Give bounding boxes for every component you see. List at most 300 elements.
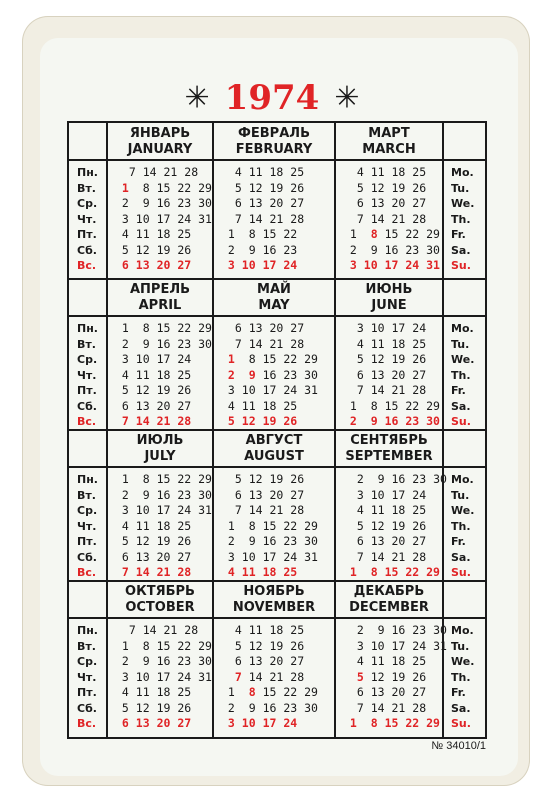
day-row (343, 534, 447, 550)
day-cell: 14 (370, 211, 392, 226)
day-cell (221, 196, 228, 210)
day-cell: 8 (135, 638, 157, 653)
day-cell: 19 (391, 518, 413, 533)
day-cell: 20 (269, 654, 291, 668)
day-cell: 15 (156, 180, 178, 195)
weekday-label-en: Th. (451, 212, 471, 226)
day-cell: 22 (283, 518, 305, 533)
day-cell: 31 (198, 211, 212, 226)
day-cell: 30 (198, 196, 212, 210)
day-cell: 3 (221, 716, 242, 730)
day-row (343, 701, 447, 717)
day-cell: 31 (198, 503, 212, 517)
day-cell: 11 (370, 654, 392, 668)
day-cell: 4 (227, 165, 249, 179)
day-cell (343, 519, 350, 533)
day-cell (343, 534, 350, 548)
day-row (221, 337, 318, 353)
day-cell: 27 (177, 398, 199, 413)
day-cell: 15 (262, 685, 284, 699)
day-row (221, 639, 318, 655)
day-cell: 4 (349, 336, 371, 351)
day-cell (343, 685, 350, 699)
day-cell: 19 (156, 700, 178, 715)
day-row (115, 685, 212, 701)
day-cell: 11 (241, 565, 263, 579)
header-separator-line (69, 617, 485, 619)
day-row (115, 550, 212, 566)
day-cell: 27 (412, 534, 434, 548)
day-cell: 9 (370, 472, 392, 486)
day-cell: 5 (227, 472, 249, 486)
weekday-label-en: We. (451, 197, 475, 210)
day-cell: 26 (290, 180, 305, 195)
day-cell: 18 (391, 165, 413, 179)
day-row (343, 321, 440, 337)
day-cell: 15 (156, 472, 178, 486)
day-cell: 6 (227, 321, 249, 335)
day-cell: 9 (241, 700, 263, 715)
day-cell: 9 (363, 414, 385, 428)
day-cell: 3 (349, 638, 371, 653)
day-row (115, 534, 212, 550)
day-cell (221, 623, 228, 637)
day-cell: 31 (304, 549, 318, 564)
weekday-label-en: Fr. (451, 228, 466, 241)
day-cell: 18 (269, 623, 291, 637)
day-cell: 31 (433, 638, 447, 653)
star-icon: ✳ (334, 80, 360, 116)
weekday-label-en: Sa. (451, 550, 471, 564)
day-cell: 13 (248, 196, 270, 210)
day-cell: 2 (221, 700, 242, 715)
day-cell: 25 (177, 685, 199, 699)
day-cell: 8 (241, 518, 263, 533)
day-cell: 31 (198, 669, 212, 684)
day-cell: 30 (426, 414, 440, 428)
day-cell: 26 (412, 669, 434, 684)
month-name-ru: МАРТ (368, 126, 410, 141)
day-cell: 22 (405, 227, 427, 241)
month-days (221, 321, 318, 430)
day-cell: 21 (156, 565, 178, 579)
month-days (115, 472, 212, 581)
day-cell: 17 (262, 549, 284, 564)
day-cell (115, 623, 122, 637)
month-days (115, 321, 212, 430)
day-row (221, 488, 318, 504)
day-cell: 6 (115, 549, 136, 564)
day-cell: 9 (363, 242, 385, 257)
day-cell: 14 (142, 165, 164, 179)
weekday-label-en: Th. (451, 670, 471, 684)
day-cell: 25 (412, 336, 427, 351)
day-cell: 5 (115, 534, 136, 548)
day-cell: 21 (391, 549, 413, 564)
day-cell: 18 (156, 367, 178, 382)
day-cell: 11 (370, 503, 392, 517)
day-cell: 25 (177, 518, 199, 533)
month-header (335, 126, 443, 158)
day-cell: 11 (370, 165, 392, 179)
header-separator-line (69, 466, 485, 468)
day-cell: 16 (262, 534, 284, 548)
day-cell: 22 (177, 321, 199, 335)
day-cell: 5 (227, 638, 249, 653)
day-cell: 8 (241, 227, 263, 241)
day-cell: 24 (283, 383, 305, 397)
weekday-label-ru: Ср. (77, 197, 98, 210)
day-cell: 21 (391, 383, 413, 397)
day-cell: 25 (283, 565, 305, 579)
weekday-label-en: Mo. (451, 473, 474, 486)
weekday-labels-en (451, 321, 474, 430)
weekday-labels-ru (77, 165, 98, 274)
day-cell: 30 (304, 367, 318, 382)
day-cell: 13 (135, 258, 157, 272)
day-cell: 7 (121, 623, 143, 637)
day-cell: 12 (135, 534, 157, 548)
weekday-labels-en (451, 623, 474, 732)
day-row (115, 321, 212, 337)
weekday-label-en: Fr. (451, 686, 466, 699)
day-cell (343, 383, 350, 397)
day-cell: 5 (349, 180, 371, 195)
day-cell: 8 (363, 565, 385, 579)
weekday-labels-ru (77, 472, 98, 581)
weekday-label-en: Sa. (451, 243, 471, 257)
day-cell: 28 (412, 211, 427, 226)
day-row (221, 243, 304, 259)
calendar-grid (67, 121, 487, 739)
day-cell: 16 (156, 487, 178, 502)
day-row (343, 503, 447, 519)
day-cell: 18 (391, 503, 413, 517)
day-cell: 16 (262, 367, 284, 382)
weekday-label-ru: Вс. (77, 259, 97, 272)
month-header (213, 282, 335, 314)
day-cell: 1 (115, 638, 136, 653)
day-cell: 27 (290, 487, 305, 502)
day-cell: 15 (384, 716, 406, 730)
day-cell: 15 (156, 321, 178, 335)
day-cell: 20 (156, 716, 178, 730)
day-row (115, 565, 212, 581)
day-cell: 21 (391, 211, 413, 226)
day-row (221, 165, 304, 181)
month-name-ru: ДЕКАБРЬ (353, 584, 425, 599)
day-cell: 23 (283, 534, 305, 548)
day-cell: 12 (135, 383, 157, 397)
day-cell: 17 (391, 638, 413, 653)
weekday-label-en: We. (451, 655, 475, 668)
day-cell: 9 (241, 534, 263, 548)
day-cell: 17 (262, 716, 284, 730)
day-cell: 24 (177, 211, 199, 226)
day-cell (343, 181, 350, 195)
day-row (343, 685, 447, 701)
weekday-label-ru: Чт. (77, 519, 97, 533)
serial-number: № 34010/1 (431, 740, 486, 752)
day-cell: 5 (349, 518, 371, 533)
day-cell: 30 (433, 472, 447, 486)
day-cell: 2 (343, 242, 364, 257)
day-row (343, 258, 440, 274)
day-cell: 9 (135, 654, 157, 668)
day-cell: 3 (221, 383, 242, 397)
day-cell: 13 (370, 196, 392, 210)
day-cell: 19 (262, 414, 284, 428)
day-cell: 6 (227, 654, 249, 668)
day-cell: 7 (121, 165, 143, 179)
day-cell: 25 (177, 367, 199, 382)
month-days (343, 623, 447, 732)
day-cell: 9 (135, 196, 157, 210)
day-cell: 3 (115, 211, 136, 226)
weekday-label-en: Tu. (451, 181, 470, 195)
day-cell: 20 (269, 321, 291, 335)
weekday-label-ru: Вт. (77, 181, 96, 195)
day-row (221, 654, 318, 670)
day-cell: 9 (135, 487, 157, 502)
weekday-label-en: We. (451, 504, 475, 517)
day-cell: 11 (135, 518, 157, 533)
day-cell: 26 (290, 638, 305, 653)
day-cell: 26 (177, 534, 199, 548)
weekday-label-en: Mo. (451, 624, 474, 637)
day-cell: 18 (156, 227, 178, 241)
month-name-en: APRIL (138, 298, 182, 313)
day-cell: 10 (135, 211, 157, 226)
day-cell: 17 (391, 487, 413, 502)
day-row (115, 258, 212, 274)
day-cell: 2 (115, 654, 136, 668)
day-row (115, 716, 212, 732)
day-cell: 12 (370, 180, 392, 195)
day-cell: 14 (135, 565, 157, 579)
day-cell (343, 212, 350, 226)
weekday-label-ru: Ср. (77, 504, 98, 517)
day-row (115, 414, 212, 430)
weekday-label-ru: Пт. (77, 686, 97, 699)
day-cell: 24 (412, 638, 434, 653)
day-cell: 5 (115, 242, 136, 257)
weekday-labels-ru (77, 321, 98, 430)
day-cell: 23 (412, 623, 434, 637)
weekday-label-ru: Пт. (77, 535, 97, 548)
day-cell: 19 (156, 383, 178, 397)
day-cell: 23 (177, 487, 199, 502)
day-row (221, 670, 318, 686)
day-row (115, 165, 212, 181)
day-cell: 14 (248, 211, 270, 226)
month-header (107, 433, 213, 465)
day-row (343, 716, 447, 732)
day-cell: 18 (269, 165, 291, 179)
day-cell: 16 (262, 700, 284, 715)
day-cell: 24 (412, 487, 434, 502)
weekday-label-ru: Пн. (77, 166, 98, 179)
month-name-en: FEBRUARY (235, 142, 313, 157)
day-cell: 22 (177, 638, 199, 653)
day-cell: 13 (135, 398, 157, 413)
day-cell: 12 (248, 180, 270, 195)
month-days (343, 165, 440, 274)
day-cell: 14 (370, 549, 392, 564)
day-cell: 26 (177, 242, 199, 257)
day-cell: 28 (412, 383, 427, 397)
day-cell (343, 472, 350, 486)
month-days (343, 472, 447, 581)
day-cell: 9 (135, 336, 157, 351)
weekday-label-en: Tu. (451, 488, 470, 502)
day-cell: 1 (343, 716, 364, 730)
month-header (107, 282, 213, 314)
day-cell: 7 (227, 669, 249, 684)
day-cell: 11 (135, 367, 157, 382)
day-cell: 3 (115, 669, 136, 684)
day-row (221, 227, 304, 243)
weekday-label-en: Tu. (451, 337, 470, 351)
day-cell: 14 (370, 383, 392, 397)
day-cell: 2 (115, 336, 136, 351)
day-cell: 10 (135, 352, 157, 366)
day-row (115, 181, 212, 197)
day-cell: 19 (391, 669, 413, 684)
month-name-en: DECEMBER (349, 600, 429, 615)
day-row (221, 258, 304, 274)
day-cell: 13 (248, 487, 270, 502)
day-cell: 24 (177, 669, 199, 684)
day-cell: 20 (391, 685, 413, 699)
weekday-label-en: Su. (451, 566, 471, 579)
day-cell: 2 (343, 414, 364, 428)
weekday-label-en: Mo. (451, 166, 474, 179)
weekday-label-en: Mo. (451, 322, 474, 335)
day-cell: 19 (269, 180, 291, 195)
day-cell: 27 (412, 685, 434, 699)
day-row (221, 383, 318, 399)
weekday-label-ru: Чт. (77, 368, 97, 382)
day-cell: 4 (227, 623, 249, 637)
day-row (221, 321, 318, 337)
day-row (343, 472, 447, 488)
weekday-label-ru: Пн. (77, 624, 98, 637)
day-cell: 14 (135, 414, 157, 428)
day-row (115, 670, 212, 686)
day-cell: 13 (248, 321, 270, 335)
day-cell: 6 (349, 367, 371, 382)
day-cell: 25 (290, 623, 305, 637)
day-cell: 29 (426, 227, 440, 241)
day-cell: 1 (343, 565, 364, 579)
day-cell: 22 (405, 716, 427, 730)
weekday-label-ru: Вт. (77, 337, 96, 351)
day-cell: 17 (156, 211, 178, 226)
day-cell: 3 (349, 321, 371, 335)
day-row (115, 488, 212, 504)
day-cell: 4 (115, 685, 136, 699)
day-cell: 7 (227, 503, 249, 517)
weekday-label-en: Th. (451, 368, 471, 382)
day-cell: 18 (391, 654, 413, 668)
day-cell: 20 (391, 196, 413, 210)
day-cell: 5 (115, 383, 136, 397)
weekday-label-ru: Сб. (77, 701, 97, 715)
day-cell: 15 (384, 565, 406, 579)
day-row (115, 227, 212, 243)
day-cell: 12 (370, 352, 392, 366)
weekday-label-ru: Сб. (77, 550, 97, 564)
weekday-label-ru: Вс. (77, 566, 97, 579)
day-cell: 28 (184, 623, 199, 637)
day-cell: 2 (349, 623, 371, 637)
month-name-ru: СЕНТЯБРЬ (350, 433, 428, 448)
month-days (115, 165, 212, 274)
day-cell: 23 (283, 242, 305, 257)
day-cell: 16 (156, 196, 178, 210)
day-cell: 14 (370, 700, 392, 715)
day-cell: 7 (349, 211, 371, 226)
day-cell: 23 (412, 472, 434, 486)
day-cell: 26 (177, 700, 199, 715)
month-header (213, 433, 335, 465)
day-cell: 3 (115, 503, 136, 517)
day-row (221, 565, 318, 581)
day-cell: 24 (283, 258, 305, 272)
day-cell: 27 (177, 549, 199, 564)
day-cell: 6 (227, 487, 249, 502)
day-cell: 18 (262, 565, 284, 579)
month-name-en: JULY (144, 449, 176, 464)
day-cell: 13 (370, 685, 392, 699)
day-cell: 1 (343, 227, 364, 241)
month-name-ru: АВГУСТ (245, 433, 303, 448)
day-cell: 31 (304, 383, 318, 397)
day-row (115, 472, 212, 488)
day-cell: 22 (177, 180, 199, 195)
day-cell: 19 (156, 534, 178, 548)
calendar-title (0, 78, 544, 118)
day-cell: 6 (115, 398, 136, 413)
month-days (343, 321, 440, 430)
day-cell (221, 503, 228, 517)
day-row (343, 227, 440, 243)
day-row (221, 685, 318, 701)
day-cell: 2 (115, 487, 136, 502)
weekday-label-ru: Ср. (77, 655, 98, 668)
day-cell: 7 (227, 336, 249, 351)
day-cell: 10 (135, 503, 157, 517)
day-cell (343, 623, 350, 637)
day-cell: 25 (412, 165, 427, 179)
day-cell (343, 701, 350, 715)
day-cell: 15 (262, 227, 284, 241)
day-cell: 15 (384, 227, 406, 241)
day-row (115, 639, 212, 655)
day-cell: 11 (370, 336, 392, 351)
day-cell (115, 165, 122, 179)
day-row (343, 352, 440, 368)
weekday-label-ru: Вт. (77, 488, 96, 502)
day-cell: 27 (290, 321, 305, 335)
day-row (221, 368, 318, 384)
day-row (343, 519, 447, 535)
day-cell: 15 (384, 398, 406, 413)
day-cell: 28 (177, 565, 199, 579)
day-row (343, 623, 447, 639)
day-cell (221, 670, 228, 684)
